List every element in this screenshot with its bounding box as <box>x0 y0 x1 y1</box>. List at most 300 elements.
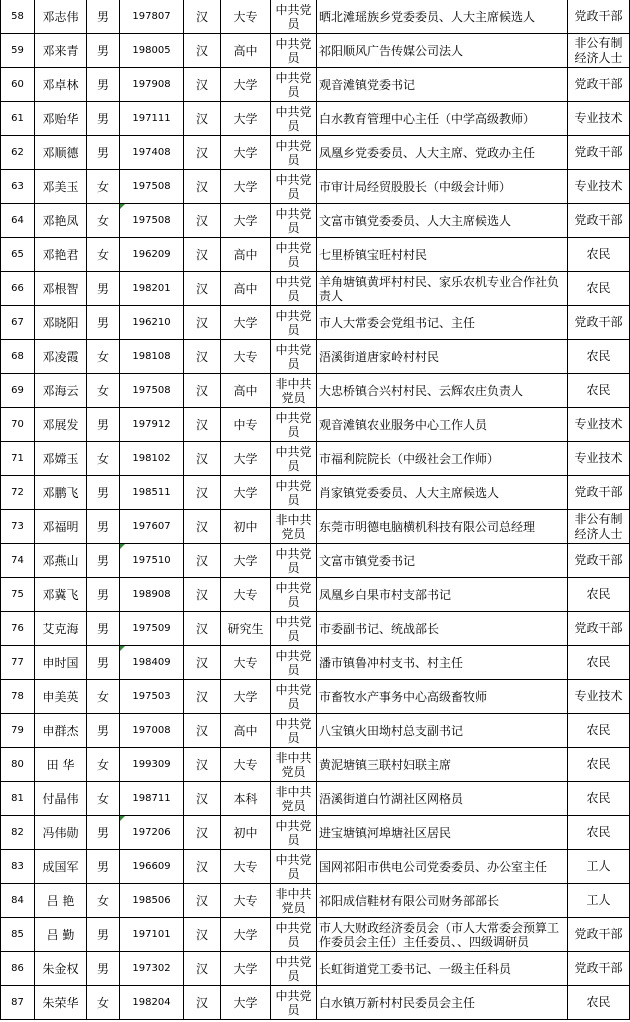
table-row <box>1 782 630 816</box>
position-cell: 国网祁阳市供电公司党委委员、办公室主任 <box>317 850 568 884</box>
table-row <box>1 306 630 340</box>
table-row <box>1 578 630 612</box>
position-cell: 潘市镇鲁冲村支书、村主任 <box>317 646 568 680</box>
row-number-cell: 70 <box>1 408 35 442</box>
position-cell: 凤凰乡白果市村支部书记 <box>317 578 568 612</box>
name-cell: 邓顺德 <box>35 136 87 170</box>
ethnicity-cell: 汉 <box>184 544 221 578</box>
name-cell: 邓晓阳 <box>35 306 87 340</box>
ethnicity-cell: 汉 <box>184 204 221 238</box>
education-cell: 大学 <box>221 68 271 102</box>
name-cell: 邓贻华 <box>35 102 87 136</box>
row-number-cell: 84 <box>1 884 35 918</box>
position-cell: 文富市镇党委委员、人大主席候选人 <box>317 204 568 238</box>
row-number-cell: 78 <box>1 680 35 714</box>
table-row <box>1 0 630 34</box>
table-row <box>1 952 630 986</box>
category-cell: 党政干部 <box>568 0 630 34</box>
table-row <box>1 238 630 272</box>
birth-date-cell <box>120 340 184 374</box>
birth-date-cell <box>120 68 184 102</box>
party-affiliation-cell: 中共党员 <box>271 544 317 578</box>
party-affiliation-cell: 中共党员 <box>271 476 317 510</box>
ethnicity-cell: 汉 <box>184 408 221 442</box>
position-cell: 市审计局经贸股股长（中级会计师） <box>317 170 568 204</box>
table-row <box>1 646 630 680</box>
party-affiliation-cell: 非中共党员 <box>271 782 317 816</box>
row-number-cell: 65 <box>1 238 35 272</box>
birth-date-value: 197912 <box>132 418 171 430</box>
party-affiliation-cell: 中共党员 <box>271 102 317 136</box>
category-cell: 农民 <box>568 272 630 306</box>
education-cell: 大专 <box>221 340 271 374</box>
birth-date-cell <box>120 510 184 544</box>
category-cell: 党政干部 <box>568 918 630 952</box>
row-number-cell: 83 <box>1 850 35 884</box>
birth-date-value: 197807 <box>132 10 171 22</box>
birth-date-value: 199309 <box>132 758 171 770</box>
position-cell: 市人大财政经济委员会（市人大常委会预算工作委员会主任）主任委员、、四级调研员 <box>317 918 568 952</box>
education-cell: 大学 <box>221 476 271 510</box>
ethnicity-cell: 汉 <box>184 850 221 884</box>
cell-comment-marker-icon <box>120 544 125 549</box>
education-cell: 研究生 <box>221 612 271 646</box>
birth-date-value: 198711 <box>132 792 171 804</box>
name-cell: 邓嫦玉 <box>35 442 87 476</box>
birth-date-value: 198005 <box>132 44 171 56</box>
party-affiliation-cell: 中共党员 <box>271 918 317 952</box>
education-cell: 大学 <box>221 102 271 136</box>
position-cell: 市人大常委会党组书记、主任 <box>317 306 568 340</box>
category-cell: 非公有制经济人士 <box>568 34 630 68</box>
row-number-cell: 86 <box>1 952 35 986</box>
party-affiliation-cell: 中共党员 <box>271 850 317 884</box>
name-cell: 付晶伟 <box>35 782 87 816</box>
birth-date-value: 197908 <box>132 78 171 90</box>
birth-date-cell <box>120 102 184 136</box>
position-cell: 凤凰乡党委委员、人大主席、党政办主任 <box>317 136 568 170</box>
birth-date-value: 198201 <box>132 282 171 294</box>
birth-date-value: 198108 <box>132 350 171 362</box>
birth-date-cell <box>120 374 184 408</box>
birth-date-value: 198102 <box>132 452 171 464</box>
party-affiliation-cell: 非中共党员 <box>271 510 317 544</box>
category-cell: 农民 <box>568 714 630 748</box>
ethnicity-cell: 汉 <box>184 986 221 1020</box>
gender-cell: 男 <box>87 952 120 986</box>
birth-date-cell <box>120 544 184 578</box>
name-cell: 邓燕山 <box>35 544 87 578</box>
category-cell: 农民 <box>568 374 630 408</box>
row-number-cell: 67 <box>1 306 35 340</box>
row-number-cell: 66 <box>1 272 35 306</box>
category-cell: 党政干部 <box>568 204 630 238</box>
cell-comment-marker-icon <box>120 816 125 821</box>
birth-date-cell <box>120 306 184 340</box>
row-number-cell: 61 <box>1 102 35 136</box>
education-cell: 大学 <box>221 442 271 476</box>
category-cell: 党政干部 <box>568 476 630 510</box>
gender-cell: 男 <box>87 544 120 578</box>
name-cell: 邓鹏飞 <box>35 476 87 510</box>
category-cell: 农民 <box>568 986 630 1020</box>
gender-cell: 男 <box>87 918 120 952</box>
party-affiliation-cell: 中共党员 <box>271 816 317 850</box>
category-cell: 党政干部 <box>568 68 630 102</box>
table-row <box>1 170 630 204</box>
ethnicity-cell: 汉 <box>184 578 221 612</box>
row-number-cell: 79 <box>1 714 35 748</box>
birth-date-cell <box>120 0 184 34</box>
birth-date-value: 197510 <box>132 554 171 566</box>
party-affiliation-cell: 中共党员 <box>271 170 317 204</box>
table-row <box>1 612 630 646</box>
name-cell: 朱荣华 <box>35 986 87 1020</box>
row-number-cell: 81 <box>1 782 35 816</box>
ethnicity-cell: 汉 <box>184 612 221 646</box>
position-cell: 白水镇万新村村民委员会主任 <box>317 986 568 1020</box>
gender-cell: 男 <box>87 510 120 544</box>
education-cell: 大专 <box>221 748 271 782</box>
ethnicity-cell: 汉 <box>184 34 221 68</box>
name-cell: 申群杰 <box>35 714 87 748</box>
education-cell: 本科 <box>221 782 271 816</box>
party-affiliation-cell: 中共党员 <box>271 612 317 646</box>
table-row <box>1 918 630 952</box>
birth-date-cell <box>120 646 184 680</box>
name-cell: 吕 艳 <box>35 884 87 918</box>
row-number-cell: 75 <box>1 578 35 612</box>
position-cell: 大忠桥镇合兴村村民、云辉农庄负责人 <box>317 374 568 408</box>
birth-date-cell <box>120 782 184 816</box>
birth-date-cell <box>120 408 184 442</box>
ethnicity-cell: 汉 <box>184 442 221 476</box>
category-cell: 专业技术 <box>568 680 630 714</box>
birth-date-value: 196210 <box>132 316 171 328</box>
table-row <box>1 442 630 476</box>
gender-cell: 女 <box>87 170 120 204</box>
ethnicity-cell: 汉 <box>184 748 221 782</box>
position-cell: 市委副书记、统战部长 <box>317 612 568 646</box>
birth-date-cell <box>120 442 184 476</box>
birth-date-cell <box>120 476 184 510</box>
category-cell: 农民 <box>568 646 630 680</box>
category-cell: 农民 <box>568 782 630 816</box>
gender-cell: 女 <box>87 986 120 1020</box>
table-row <box>1 68 630 102</box>
education-cell: 大专 <box>221 884 271 918</box>
position-cell: 长虹街道党工委书记、一级主任科员 <box>317 952 568 986</box>
party-affiliation-cell: 中共党员 <box>271 204 317 238</box>
category-cell: 农民 <box>568 816 630 850</box>
position-cell: 进宝塘镇河埠塘社区居民 <box>317 816 568 850</box>
name-cell: 邓海云 <box>35 374 87 408</box>
birth-date-value: 198908 <box>132 588 171 600</box>
table-row <box>1 204 630 238</box>
education-cell: 大学 <box>221 170 271 204</box>
table-row <box>1 748 630 782</box>
birth-date-value: 197607 <box>132 520 171 532</box>
education-cell: 大学 <box>221 918 271 952</box>
birth-date-cell <box>120 680 184 714</box>
row-number-cell: 59 <box>1 34 35 68</box>
gender-cell: 男 <box>87 306 120 340</box>
gender-cell: 女 <box>87 204 120 238</box>
ethnicity-cell: 汉 <box>184 714 221 748</box>
birth-date-cell <box>120 238 184 272</box>
education-cell: 大专 <box>221 0 271 34</box>
birth-date-cell <box>120 170 184 204</box>
table-row <box>1 680 630 714</box>
birth-date-cell <box>120 986 184 1020</box>
category-cell: 党政干部 <box>568 306 630 340</box>
gender-cell: 男 <box>87 714 120 748</box>
gender-cell: 男 <box>87 408 120 442</box>
ethnicity-cell: 汉 <box>184 816 221 850</box>
party-affiliation-cell: 中共党员 <box>271 714 317 748</box>
roster-body <box>1 0 630 1020</box>
position-cell: 八宝镇火田坳村总支副书记 <box>317 714 568 748</box>
name-cell: 邓艳君 <box>35 238 87 272</box>
gender-cell: 女 <box>87 782 120 816</box>
party-affiliation-cell: 中共党员 <box>271 306 317 340</box>
gender-cell: 男 <box>87 612 120 646</box>
gender-cell: 女 <box>87 748 120 782</box>
position-cell: 晒北滩瑶族乡党委委员、人大主席候选人 <box>317 0 568 34</box>
row-number-cell: 58 <box>1 0 35 34</box>
ethnicity-cell: 汉 <box>184 646 221 680</box>
row-number-cell: 60 <box>1 68 35 102</box>
table-row <box>1 544 630 578</box>
position-cell: 肖家镇党委委员、人大主席候选人 <box>317 476 568 510</box>
birth-date-cell <box>120 136 184 170</box>
party-affiliation-cell: 中共党员 <box>271 272 317 306</box>
birth-date-value: 197206 <box>132 826 171 838</box>
ethnicity-cell: 汉 <box>184 136 221 170</box>
position-cell: 祁阳成信鞋材有限公司财务部部长 <box>317 884 568 918</box>
ethnicity-cell: 汉 <box>184 884 221 918</box>
position-cell: 市福利院院长（中级社会工作师） <box>317 442 568 476</box>
ethnicity-cell: 汉 <box>184 952 221 986</box>
education-cell: 大专 <box>221 646 271 680</box>
party-affiliation-cell: 中共党员 <box>271 340 317 374</box>
birth-date-cell <box>120 272 184 306</box>
birth-date-cell <box>120 612 184 646</box>
education-cell: 中专 <box>221 408 271 442</box>
birth-date-value: 197508 <box>132 180 171 192</box>
birth-date-cell <box>120 952 184 986</box>
party-affiliation-cell: 中共党员 <box>271 952 317 986</box>
education-cell: 初中 <box>221 510 271 544</box>
name-cell: 邓来青 <box>35 34 87 68</box>
name-cell: 邓志伟 <box>35 0 87 34</box>
birth-date-cell <box>120 850 184 884</box>
birth-date-cell <box>120 816 184 850</box>
name-cell: 邓冀飞 <box>35 578 87 612</box>
name-cell: 吕 勤 <box>35 918 87 952</box>
name-cell: 申美英 <box>35 680 87 714</box>
party-affiliation-cell: 中共党员 <box>271 578 317 612</box>
gender-cell: 男 <box>87 0 120 34</box>
row-number-cell: 62 <box>1 136 35 170</box>
gender-cell: 男 <box>87 476 120 510</box>
gender-cell: 男 <box>87 816 120 850</box>
category-cell: 党政干部 <box>568 136 630 170</box>
gender-cell: 男 <box>87 136 120 170</box>
position-cell: 浯溪街道唐家岭村村民 <box>317 340 568 374</box>
birth-date-value: 197111 <box>132 112 171 124</box>
position-cell: 浯溪街道白竹湖社区网格员 <box>317 782 568 816</box>
gender-cell: 男 <box>87 102 120 136</box>
gender-cell: 女 <box>87 442 120 476</box>
category-cell: 农民 <box>568 238 630 272</box>
ethnicity-cell: 汉 <box>184 476 221 510</box>
table-row <box>1 374 630 408</box>
gender-cell: 男 <box>87 34 120 68</box>
party-affiliation-cell: 中共党员 <box>271 442 317 476</box>
name-cell: 邓福明 <box>35 510 87 544</box>
birth-date-cell <box>120 918 184 952</box>
category-cell: 专业技术 <box>568 170 630 204</box>
row-number-cell: 74 <box>1 544 35 578</box>
table-row <box>1 408 630 442</box>
education-cell: 大学 <box>221 680 271 714</box>
birth-date-cell <box>120 714 184 748</box>
party-affiliation-cell: 中共党员 <box>271 34 317 68</box>
name-cell: 邓展发 <box>35 408 87 442</box>
row-number-cell: 63 <box>1 170 35 204</box>
birth-date-cell <box>120 578 184 612</box>
row-number-cell: 85 <box>1 918 35 952</box>
name-cell: 邓根智 <box>35 272 87 306</box>
gender-cell: 男 <box>87 850 120 884</box>
birth-date-value: 198409 <box>132 656 171 668</box>
party-affiliation-cell: 非中共党员 <box>271 374 317 408</box>
position-cell: 文富市镇党委书记 <box>317 544 568 578</box>
party-affiliation-cell: 中共党员 <box>271 0 317 34</box>
table-row <box>1 136 630 170</box>
position-cell: 羊角塘镇黄坪村村民、家乐农机专业合作社负责人 <box>317 272 568 306</box>
name-cell: 艾克海 <box>35 612 87 646</box>
party-affiliation-cell: 中共党员 <box>271 68 317 102</box>
ethnicity-cell: 汉 <box>184 374 221 408</box>
birth-date-value: 197008 <box>132 724 171 736</box>
position-cell: 观音滩镇党委书记 <box>317 68 568 102</box>
row-number-cell: 73 <box>1 510 35 544</box>
table-row <box>1 102 630 136</box>
birth-date-value: 198506 <box>132 894 171 906</box>
birth-date-value: 197302 <box>132 962 171 974</box>
category-cell: 专业技术 <box>568 408 630 442</box>
row-number-cell: 87 <box>1 986 35 1020</box>
gender-cell: 女 <box>87 374 120 408</box>
birth-date-cell <box>120 34 184 68</box>
birth-date-value: 198204 <box>132 996 171 1008</box>
gender-cell: 男 <box>87 646 120 680</box>
birth-date-value: 197508 <box>132 384 171 396</box>
cell-comment-marker-icon <box>120 204 125 209</box>
name-cell: 邓艳凤 <box>35 204 87 238</box>
education-cell: 高中 <box>221 374 271 408</box>
name-cell: 田 华 <box>35 748 87 782</box>
birth-date-value: 197503 <box>132 690 171 702</box>
party-affiliation-cell: 中共党员 <box>271 986 317 1020</box>
name-cell: 邓凌霞 <box>35 340 87 374</box>
birth-date-value: 197408 <box>132 146 171 158</box>
gender-cell: 男 <box>87 272 120 306</box>
birth-date-value: 196209 <box>132 248 171 260</box>
name-cell: 邓美玉 <box>35 170 87 204</box>
cell-comment-marker-icon <box>120 646 125 651</box>
position-cell: 市畜牧水产事务中心高级畜牧师 <box>317 680 568 714</box>
row-number-cell: 69 <box>1 374 35 408</box>
education-cell: 大专 <box>221 850 271 884</box>
ethnicity-cell: 汉 <box>184 68 221 102</box>
ethnicity-cell: 汉 <box>184 306 221 340</box>
row-number-cell: 77 <box>1 646 35 680</box>
position-cell: 东莞市明德电脑横机科技有限公司总经理 <box>317 510 568 544</box>
birth-date-cell <box>120 748 184 782</box>
gender-cell: 女 <box>87 680 120 714</box>
category-cell: 农民 <box>568 340 630 374</box>
ethnicity-cell: 汉 <box>184 0 221 34</box>
birth-date-value: 197508 <box>132 214 171 226</box>
education-cell: 初中 <box>221 816 271 850</box>
category-cell: 工人 <box>568 850 630 884</box>
ethnicity-cell: 汉 <box>184 340 221 374</box>
category-cell: 党政干部 <box>568 952 630 986</box>
party-affiliation-cell: 中共党员 <box>271 136 317 170</box>
ethnicity-cell: 汉 <box>184 238 221 272</box>
party-affiliation-cell: 中共党员 <box>271 680 317 714</box>
education-cell: 大学 <box>221 544 271 578</box>
name-cell: 成国军 <box>35 850 87 884</box>
party-affiliation-cell: 中共党员 <box>271 408 317 442</box>
name-cell: 冯伟勋 <box>35 816 87 850</box>
row-number-cell: 71 <box>1 442 35 476</box>
table-row <box>1 986 630 1020</box>
row-number-cell: 72 <box>1 476 35 510</box>
gender-cell: 女 <box>87 238 120 272</box>
education-cell: 高中 <box>221 714 271 748</box>
ethnicity-cell: 汉 <box>184 510 221 544</box>
education-cell: 高中 <box>221 34 271 68</box>
row-number-cell: 68 <box>1 340 35 374</box>
row-number-cell: 64 <box>1 204 35 238</box>
birth-date-cell <box>120 884 184 918</box>
name-cell: 申时国 <box>35 646 87 680</box>
education-cell: 高中 <box>221 238 271 272</box>
row-number-cell: 80 <box>1 748 35 782</box>
position-cell: 黄泥塘镇三联村妇联主席 <box>317 748 568 782</box>
gender-cell: 女 <box>87 340 120 374</box>
ethnicity-cell: 汉 <box>184 170 221 204</box>
category-cell: 党政干部 <box>568 544 630 578</box>
party-affiliation-cell: 中共党员 <box>271 238 317 272</box>
table-row <box>1 850 630 884</box>
position-cell: 七里桥镇宝旺村村民 <box>317 238 568 272</box>
ethnicity-cell: 汉 <box>184 782 221 816</box>
birth-date-cell <box>120 204 184 238</box>
name-cell: 朱金权 <box>35 952 87 986</box>
ethnicity-cell: 汉 <box>184 918 221 952</box>
party-affiliation-cell: 中共党员 <box>271 646 317 680</box>
ethnicity-cell: 汉 <box>184 680 221 714</box>
category-cell: 工人 <box>568 884 630 918</box>
birth-date-value: 197509 <box>132 622 171 634</box>
education-cell: 高中 <box>221 272 271 306</box>
name-cell: 邓卓林 <box>35 68 87 102</box>
